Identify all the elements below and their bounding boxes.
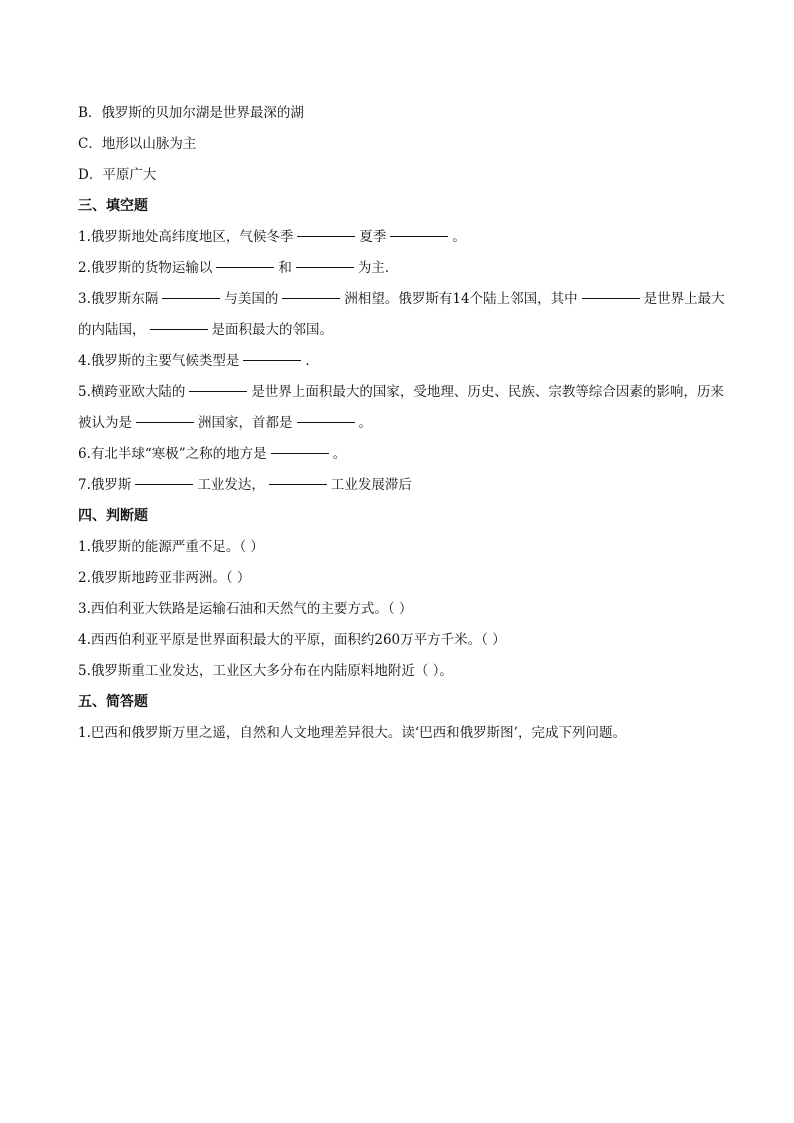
short-text: 1.巴西和俄罗斯万里之遥，自然和人文地理差异很大。读‘巴西和俄罗斯图’，完成下列问题。: [78, 725, 626, 741]
fill-text: 。: [332, 446, 347, 462]
judge-item-4: [78, 625, 728, 656]
fill-text: 6.有北半球“寒极”之称的地方是: [78, 446, 267, 462]
judge-text: 3.西伯利亚大铁路是运输石油和天然气的主要方式。（ ）: [78, 601, 413, 617]
fill-text: 洲相望。俄罗斯有14个陆上邻国，其中: [344, 291, 578, 307]
judge-text: 2.俄罗斯地跨亚非两洲。（ ）: [78, 570, 251, 586]
fill-text: 3.俄罗斯东隔: [78, 291, 159, 307]
answer-blank[interactable]: [271, 452, 329, 454]
document-body: [78, 98, 728, 749]
fill-text: 工业发展滞后: [330, 477, 412, 493]
section-heading-short: 五、简答题: [78, 694, 148, 710]
judge-text: 5.俄罗斯重工业发达，工业区大多分布在内陆原料地附近（ ）。: [78, 663, 453, 679]
fill-item-1: [78, 222, 728, 253]
section-heading-judge: 四、判断题: [78, 508, 148, 524]
fill-text: 4.俄罗斯的主要气候类型是: [78, 353, 240, 369]
answer-blank[interactable]: [135, 483, 193, 485]
option-d: [78, 160, 728, 191]
judge-item-2: [78, 563, 728, 594]
answer-blank[interactable]: [296, 266, 354, 268]
fill-item-7: [78, 470, 728, 501]
fill-text: 。: [358, 415, 372, 431]
fill-text: 工业发达，: [197, 477, 265, 493]
fill-text: 5.横跨亚欧大陆的: [78, 384, 186, 400]
fill-text: 是世界上最大的内陆国，: [78, 291, 725, 338]
section-heading-fill: 三、填空题: [78, 198, 148, 214]
answer-blank[interactable]: [162, 297, 220, 299]
fill-item-3: [78, 284, 728, 346]
fill-item-6: [78, 439, 728, 470]
fill-text: 夏季: [359, 229, 387, 245]
fill-text: 是世界上面积最大的国家，受地理、历史、民族、宗教等综合因素的影响，历来被认为是: [78, 384, 724, 431]
judge-text: 1.俄罗斯的能源严重不足。（ ）: [78, 539, 264, 555]
fill-text: ．: [305, 353, 319, 369]
answer-blank[interactable]: [297, 235, 355, 237]
option-b: [78, 98, 728, 129]
judge-item-5: [78, 656, 728, 687]
answer-blank[interactable]: [282, 297, 340, 299]
fill-item-4: [78, 346, 728, 377]
answer-blank[interactable]: [269, 483, 327, 485]
answer-blank[interactable]: [243, 359, 301, 361]
fill-text: 与美国的: [224, 291, 279, 307]
short-item-1: [78, 718, 728, 749]
answer-blank[interactable]: [390, 235, 448, 237]
fill-text: 7.俄罗斯: [78, 477, 132, 493]
answer-blank[interactable]: [216, 266, 274, 268]
answer-blank[interactable]: [297, 421, 355, 423]
judge-item-3: [78, 594, 728, 625]
answer-blank[interactable]: [136, 421, 194, 423]
fill-text: 。: [452, 229, 466, 245]
fill-text: 为主．: [357, 260, 399, 276]
option-c: [78, 129, 728, 160]
fill-text: 和: [278, 260, 292, 276]
fill-text: 1.俄罗斯地处高纬度地区，气候冬季: [78, 229, 294, 245]
answer-blank[interactable]: [189, 390, 247, 392]
fill-text: 是面积最大的邻国。: [211, 322, 333, 338]
option-b-text: B．俄罗斯的贝加尔湖是世界最深的湖: [78, 105, 304, 121]
fill-text: 2.俄罗斯的货物运输以: [78, 260, 213, 276]
answer-blank[interactable]: [150, 328, 208, 330]
option-c-text: C．地形以山脉为主: [78, 136, 197, 152]
judge-text: 4.西西伯利亚平原是世界面积最大的平原，面积约260万平方千米。（ ）: [78, 632, 506, 648]
fill-text: 洲国家，首都是: [198, 415, 293, 431]
fill-item-5: [78, 377, 728, 439]
answer-blank[interactable]: [582, 297, 640, 299]
fill-item-2: [78, 253, 728, 284]
option-d-text: D．平原广大: [78, 167, 157, 183]
judge-item-1: [78, 532, 728, 563]
